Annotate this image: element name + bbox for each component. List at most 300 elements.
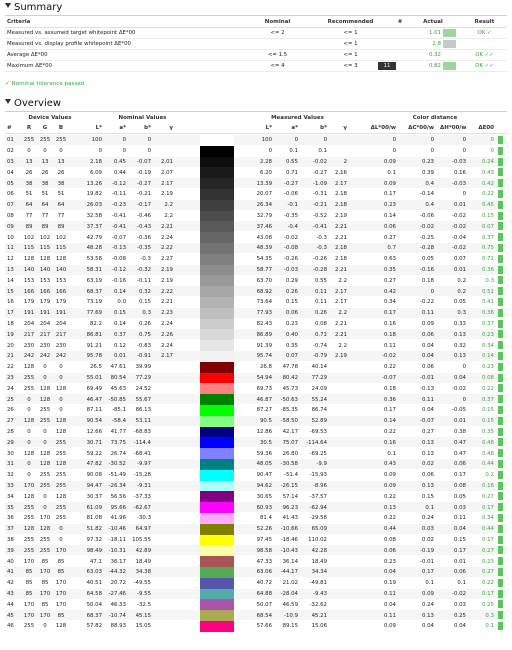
color-swatch: [200, 610, 234, 621]
cell-g: 128: [39, 450, 51, 457]
cell-nom-a: 0.44: [113, 169, 126, 176]
result-ok-bar: [498, 514, 503, 522]
cell-meas-l: 68.92: [256, 288, 272, 295]
cell-delta-l: 0.23: [383, 558, 396, 565]
group-header-measured: Measured Values: [271, 115, 324, 121]
cell-delta-c: -0.07: [420, 418, 434, 425]
cell-nom-b: -0.19: [137, 169, 151, 176]
cell-meas-l: 68.54: [256, 612, 272, 619]
cell-num: 29: [7, 439, 14, 446]
cell-nom-l: 91.21: [86, 342, 102, 349]
cell-r: 102: [23, 234, 35, 241]
cell-r: 179: [23, 299, 35, 306]
cell-meas-a: 45.73: [282, 385, 298, 392]
color-swatch: [200, 157, 234, 168]
cell-num: 45: [7, 612, 14, 619]
cell-meas-a: -10.9: [284, 612, 298, 619]
color-swatch: [200, 351, 234, 362]
cell-num: 43: [7, 591, 14, 597]
cell-r: 26: [25, 169, 33, 176]
cell-delta-c: 0.09: [421, 321, 434, 327]
cell-b: 170: [55, 547, 67, 554]
cell-meas-b: -0.41: [313, 223, 327, 230]
cell-meas-gamma: [330, 611, 347, 621]
cell-meas-b: 77.29: [311, 375, 327, 381]
cell-meas-gamma: [330, 546, 347, 556]
cell-nom-gamma: [155, 535, 173, 545]
cell-meas-gamma: 2.18: [334, 202, 347, 209]
cell-delta-e: 0.3: [485, 277, 494, 284]
cell-b: 0: [59, 526, 63, 533]
color-swatch: [200, 437, 234, 448]
cell-nom-gamma: 2.2: [164, 202, 173, 209]
cell-meas-a: -0.27: [284, 180, 298, 187]
cell-nom-b: -37.33: [133, 493, 151, 500]
summary-actual-bar: [443, 40, 456, 48]
result-ok-bar: [498, 406, 503, 414]
cell-delta-e: 0.42: [481, 180, 494, 187]
cell-g: 255: [39, 137, 51, 144]
cell-nom-gamma: [155, 546, 173, 556]
color-swatch: [200, 459, 234, 470]
cell-num: 25: [7, 396, 14, 403]
cell-delta-h: 0.06: [453, 461, 466, 468]
cell-meas-b: -62.94: [309, 504, 327, 511]
cell-meas-gamma: [330, 373, 347, 383]
cell-meas-a: 0.06: [285, 310, 298, 317]
cell-nom-l: 26.03: [86, 202, 102, 209]
cell-delta-h: -0.02: [452, 213, 466, 219]
cell-g: 0: [43, 504, 47, 511]
cell-nom-gamma: 2.19: [160, 191, 173, 198]
cell-delta-e: 0.2: [485, 472, 494, 479]
cell-g: 255: [39, 472, 51, 479]
color-swatch: [200, 232, 234, 243]
cell-delta-e: 0.22: [481, 191, 494, 198]
cell-meas-a: 0.07: [285, 353, 298, 360]
cell-meas-gamma: 2.19: [334, 353, 347, 360]
cell-nom-a: -30.52: [108, 461, 126, 468]
cell-nom-l: 50.04: [86, 601, 102, 608]
result-ok-bar: [498, 417, 503, 425]
color-swatch: [200, 394, 234, 405]
cell-num: 34: [7, 493, 14, 500]
cell-meas-b: 15.06: [311, 623, 327, 630]
cell-delta-e: 0.44: [481, 461, 494, 468]
cell-nom-b: -9.55: [137, 591, 151, 597]
cell-num: 24: [7, 385, 14, 392]
cell-g: 255: [39, 537, 51, 543]
result-ok-bar: [498, 374, 503, 382]
cell-nom-b: 42.89: [135, 547, 151, 554]
cell-num: 22: [7, 364, 14, 371]
overview-title-rule: [5, 111, 507, 112]
cell-g: 77: [41, 213, 49, 219]
cell-r: 85: [25, 580, 33, 587]
cell-g: 0: [43, 148, 47, 155]
cell-meas-b: -69.53: [309, 429, 327, 435]
cell-nom-b: -0.07: [137, 159, 151, 165]
cell-num: 28: [7, 429, 14, 435]
cell-nom-b: 53.11: [135, 418, 151, 425]
cell-num: 42: [7, 580, 14, 587]
result-ok-bar: [498, 438, 503, 446]
cell-delta-h: 0.07: [453, 256, 466, 263]
cell-meas-l: 81.4: [259, 515, 272, 522]
col-header-delta-l: ΔL*00/w: [370, 125, 396, 131]
summary-recommended: <= 3: [343, 63, 358, 69]
cell-nom-l: 30.37: [86, 493, 102, 500]
cell-num: 07: [7, 202, 14, 209]
cell-meas-l: 12.86: [256, 429, 272, 435]
cell-nom-gamma: [155, 557, 173, 567]
cell-nom-b: 105.55: [132, 537, 151, 543]
cell-meas-b: -29.58: [309, 515, 327, 522]
cell-meas-a: -85.35: [280, 407, 298, 414]
cell-nom-b: -0.43: [137, 223, 151, 230]
cell-delta-h: 0.1: [457, 580, 466, 587]
cell-delta-c: 0.04: [421, 353, 434, 360]
cell-meas-l: 90.47: [256, 472, 272, 479]
summary-count: [380, 50, 394, 60]
cell-meas-b: -0.27: [313, 169, 327, 176]
cell-delta-e: 0.37: [481, 396, 494, 403]
cell-nom-b: 77.29: [135, 375, 151, 381]
cell-b: 204: [55, 321, 67, 327]
cell-meas-gamma: [330, 535, 347, 545]
cell-meas-a: -0.03: [284, 267, 298, 273]
cell-nom-gamma: 2.17: [160, 353, 173, 360]
cell-meas-gamma: [330, 438, 347, 448]
cell-meas-b: 45.21: [311, 612, 327, 619]
cell-nom-a: -26.34: [108, 483, 126, 489]
cell-nom-gamma: [155, 492, 173, 502]
cell-nom-b: -0.21: [137, 191, 151, 198]
cell-nom-gamma: 2.07: [160, 169, 173, 176]
summary-row-rule: [5, 71, 507, 72]
color-swatch: [200, 599, 234, 610]
cell-nom-a: -0.07: [112, 234, 126, 241]
result-ok-bar: [498, 244, 503, 252]
cell-nom-gamma: 2.19: [160, 267, 173, 273]
cell-num: 14: [7, 277, 14, 284]
cell-nom-b: 64.97: [135, 526, 151, 533]
cell-nom-l: 77.69: [86, 310, 102, 317]
cell-delta-l: 0.19: [383, 580, 396, 587]
cell-nom-gamma: [155, 621, 173, 631]
cell-meas-gamma: 2.21: [334, 331, 347, 338]
cell-delta-h: 0.15: [453, 537, 466, 543]
cell-meas-gamma: [330, 146, 347, 156]
cell-r: 255: [23, 504, 35, 511]
cell-r: 230: [23, 342, 35, 349]
cell-meas-a: -0.35: [284, 213, 298, 219]
cell-g: 179: [39, 299, 51, 306]
cell-nom-l: 53.58: [86, 256, 102, 263]
cell-delta-c: 0.13: [421, 450, 434, 457]
cell-nom-l: 94.47: [86, 483, 102, 489]
cell-nom-gamma: 2.24: [160, 342, 173, 349]
cell-nom-b: 18.49: [135, 558, 151, 565]
cell-b: 85: [57, 569, 65, 576]
cell-r: 255: [23, 547, 35, 554]
color-swatch: [200, 254, 234, 265]
cell-delta-c: 0.18: [421, 277, 434, 284]
col-header-delta-h: ΔH*00/w: [440, 125, 466, 131]
cell-meas-gamma: 2.2: [338, 277, 347, 284]
cell-delta-c: 0.1: [425, 504, 434, 511]
col-header-b: B: [58, 125, 64, 131]
cell-delta-h: -0.03: [452, 180, 466, 187]
cell-meas-a: -10.66: [280, 526, 298, 533]
cell-b: 128: [55, 623, 67, 630]
cell-delta-c: 0.15: [421, 493, 434, 500]
cell-delta-l: 0.13: [383, 504, 396, 511]
cell-nom-b: -68.83: [133, 429, 151, 435]
cell-nom-a: 26.74: [110, 450, 126, 457]
cell-meas-l: 94.62: [256, 483, 272, 489]
cell-delta-l: 0.18: [383, 331, 396, 338]
cell-meas-a: 42.17: [282, 429, 298, 435]
cell-meas-a: -0.08: [284, 245, 298, 252]
cell-b: 38: [57, 180, 65, 187]
cell-delta-c: 0: [430, 148, 434, 155]
cell-delta-h: 0.13: [453, 331, 466, 338]
cell-nom-l: 37.37: [86, 223, 102, 230]
cell-delta-h: 0.11: [453, 515, 466, 522]
cell-nom-l: 2.18: [89, 159, 102, 165]
group-header-nominal: Nominal Values: [118, 115, 167, 121]
result-ok-bar: [498, 546, 503, 554]
cell-r: 170: [23, 612, 35, 619]
cell-r: 0: [27, 461, 31, 468]
cell-nom-l: 87.11: [86, 407, 102, 414]
cell-delta-e: 0.23: [481, 364, 494, 371]
summary-actual: 1.01: [428, 30, 441, 36]
cell-delta-h: -0.02: [452, 223, 466, 230]
cell-meas-gamma: 2.21: [334, 267, 347, 273]
cell-r: 255: [23, 375, 35, 381]
cell-nom-a: 41.96: [110, 515, 126, 522]
cell-meas-l: 0: [268, 148, 272, 155]
cell-r: 170: [23, 558, 35, 565]
cell-meas-b: -69.25: [309, 450, 327, 457]
cell-nom-b: -9.97: [137, 461, 151, 468]
cell-r: 64: [25, 202, 33, 209]
cell-b: 255: [55, 439, 67, 446]
cell-delta-h: 0.03: [453, 601, 466, 608]
cell-nom-a: -0.08: [112, 256, 126, 263]
cell-delta-e: 0.22: [481, 385, 494, 392]
cell-nom-a: 56.56: [110, 493, 126, 500]
cell-meas-a: 0: [294, 137, 298, 144]
result-ok-bar: [498, 190, 503, 198]
cell-meas-l: 50.07: [256, 601, 272, 608]
cell-nom-l: 0: [98, 148, 102, 155]
cell-nom-l: 69.49: [86, 385, 102, 392]
cell-num: 27: [7, 418, 14, 425]
cell-nom-l: 26.5: [89, 364, 102, 371]
cell-meas-gamma: [330, 470, 347, 480]
cell-nom-l: 81.08: [86, 515, 102, 522]
cell-b: 170: [55, 580, 67, 587]
cell-meas-l: 69.73: [256, 385, 272, 392]
cell-nom-a: -0.16: [112, 277, 126, 284]
cell-nom-a: 0: [122, 137, 126, 144]
cell-nom-l: 97.32: [86, 537, 102, 543]
cell-meas-b: 34.34: [311, 569, 327, 576]
cell-nom-gamma: 2.23: [160, 310, 173, 317]
color-swatch: [200, 297, 234, 308]
result-ok-bar: [498, 147, 503, 155]
cell-meas-a: 0.26: [285, 288, 298, 295]
cell-nom-gamma: 2.21: [160, 299, 173, 306]
cell-nom-b: -0.35: [137, 245, 151, 252]
result-ok-bar: [498, 590, 503, 598]
cell-g: 140: [39, 267, 51, 273]
cell-delta-e: 0.34: [481, 342, 494, 349]
color-swatch: [200, 545, 234, 556]
col-header-r: R: [26, 125, 32, 131]
cell-delta-h: 0.01: [453, 418, 466, 425]
cell-nom-a: -10.74: [108, 612, 126, 619]
cell-meas-b: -0.3: [316, 245, 327, 252]
cell-num: 44: [7, 601, 14, 608]
cell-meas-a: -18.46: [280, 537, 298, 543]
color-swatch: [200, 243, 234, 254]
cell-meas-a: 26.80: [282, 450, 298, 457]
cell-meas-a: 80.42: [282, 375, 298, 381]
cell-nom-l: 61.09: [86, 504, 102, 511]
summary-section-title[interactable]: Summary: [5, 2, 62, 14]
cell-num: 17: [7, 310, 14, 317]
color-swatch: [200, 513, 234, 524]
cell-meas-b: -0.28: [313, 267, 327, 273]
col-header-delta-e: ΔE00: [478, 125, 494, 131]
cell-delta-h: 0.04: [453, 375, 466, 381]
cell-meas-a: -26.15: [280, 483, 298, 489]
cell-meas-b: -49.81: [309, 580, 327, 587]
cell-nom-l: 98.49: [86, 547, 102, 554]
cell-nom-gamma: [155, 438, 173, 448]
cell-nom-a: -18.11: [108, 537, 126, 543]
cell-delta-e: 0.15: [481, 418, 494, 425]
cell-nom-gamma: [155, 578, 173, 588]
cell-meas-b: 0.26: [314, 310, 327, 317]
cell-nom-a: 0.14: [113, 321, 126, 327]
cell-nom-gamma: 2.22: [160, 245, 173, 252]
cell-nom-a: 47.61: [110, 364, 126, 371]
cell-meas-l: 47.33: [256, 558, 272, 565]
cell-b: 128: [55, 461, 67, 468]
result-ok-bar: [498, 449, 503, 457]
cell-g: 170: [39, 569, 51, 576]
cell-delta-l: 0.7: [387, 245, 396, 252]
cell-g: 102: [39, 234, 51, 241]
cell-r: 0: [27, 429, 31, 435]
cell-delta-l: 0.09: [383, 623, 396, 630]
cell-r: 128: [23, 493, 35, 500]
result-ok-bar: [498, 233, 503, 241]
cell-delta-c: 0.1: [425, 580, 434, 587]
cell-nom-gamma: [155, 470, 173, 480]
cell-delta-l: 0.27: [383, 277, 396, 284]
cell-g: 85: [41, 601, 49, 608]
cell-b: 170: [55, 601, 67, 608]
cell-meas-gamma: 2.17: [334, 299, 347, 306]
cell-b: 0: [59, 364, 63, 371]
result-ok-bar: [498, 212, 503, 220]
cell-meas-b: 18.49: [311, 558, 327, 565]
cell-delta-h: 0.05: [453, 493, 466, 500]
cell-nom-b: 24.52: [135, 385, 151, 392]
cell-meas-b: 0.71: [314, 331, 327, 338]
cell-b: 179: [55, 299, 67, 306]
summary-result: [462, 39, 507, 49]
result-ok-bar: [498, 503, 503, 511]
cell-nom-l: 13.26: [86, 180, 102, 187]
cell-nom-a: -27.46: [108, 591, 126, 597]
result-ok-bar: [498, 611, 503, 619]
cell-delta-h: -0.02: [452, 245, 466, 252]
cell-g: 51: [41, 191, 49, 198]
cell-meas-a: -0.4: [287, 223, 298, 230]
cell-delta-h: 0.32: [453, 342, 466, 349]
cell-delta-e: 0.48: [481, 439, 494, 446]
cell-meas-l: 82.43: [256, 321, 272, 327]
cell-r: 128: [23, 418, 35, 425]
cell-nom-a: -10.31: [108, 547, 126, 554]
cell-meas-b: -0.26: [313, 256, 327, 263]
cell-nom-gamma: [155, 567, 173, 577]
cell-num: 11: [7, 245, 14, 252]
cell-delta-l: 0.04: [383, 569, 396, 576]
cell-nom-b: 0: [147, 148, 151, 155]
summary-count: 11: [383, 63, 391, 69]
cell-meas-gamma: [330, 449, 347, 459]
cell-meas-gamma: 2.16: [334, 169, 347, 176]
cell-num: 02: [7, 148, 14, 155]
cell-delta-h: 0.16: [453, 169, 466, 176]
cell-b: 89: [57, 223, 65, 230]
cell-nom-a: 0.45: [113, 159, 126, 165]
cell-nom-b: -30.3: [137, 515, 151, 522]
cell-nom-gamma: 2.21: [160, 223, 173, 230]
cell-nom-l: 59.22: [86, 450, 102, 457]
cell-nom-l: 68.37: [86, 612, 102, 619]
cell-nom-l: 30.71: [86, 439, 102, 446]
cell-b: 140: [55, 267, 67, 273]
cell-nom-gamma: [155, 405, 173, 415]
cell-delta-l: 0.42: [383, 288, 396, 295]
cell-meas-gamma: [330, 416, 347, 426]
cell-nom-l: 82.2: [89, 321, 102, 327]
cell-delta-h: 0.13: [453, 353, 466, 360]
summary-header-actual: Actual: [423, 19, 443, 25]
cell-delta-l: 0.14: [383, 418, 396, 425]
cell-num: 03: [7, 159, 14, 165]
color-swatch: [200, 383, 234, 394]
cell-nom-l: 42.79: [86, 234, 102, 241]
cell-delta-e: 0.24: [481, 159, 494, 165]
cell-r: 77: [25, 213, 33, 219]
color-swatch: [200, 556, 234, 567]
cell-nom-l: 55.01: [86, 375, 102, 381]
cell-nom-a: -0.12: [112, 180, 126, 187]
result-ok-bar: [498, 428, 503, 436]
overview-section-title[interactable]: Overview: [5, 98, 61, 110]
cell-r: 166: [23, 288, 35, 295]
